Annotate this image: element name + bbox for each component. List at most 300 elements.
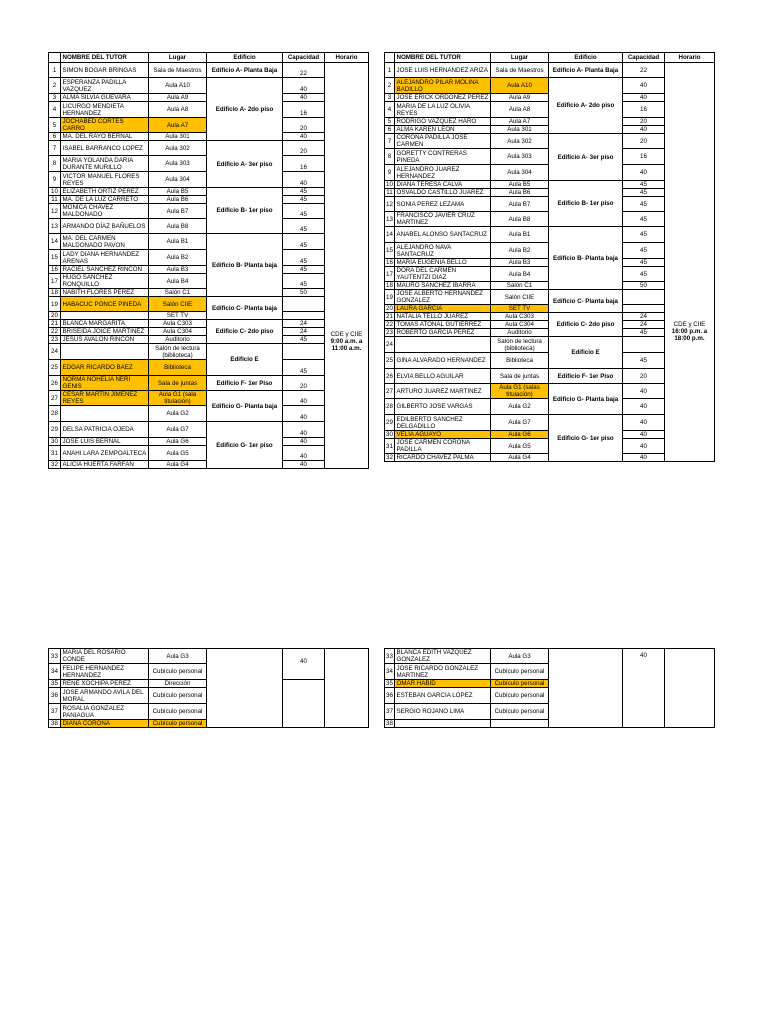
row-number: 27 bbox=[385, 384, 395, 399]
row-number: 16 bbox=[49, 266, 61, 274]
capacidad-cell bbox=[623, 305, 665, 313]
horario-cell bbox=[325, 63, 369, 469]
edificio-cell: Edificio A- Planta Baja bbox=[207, 63, 283, 78]
row-number: 24 bbox=[49, 344, 61, 360]
horario-cell-empty bbox=[325, 649, 369, 728]
tutor-table-right-body bbox=[385, 53, 715, 462]
tutor-name: GILBERTO JOSE VARGAS bbox=[395, 399, 491, 415]
horario-text: CDE y CIIE bbox=[330, 331, 363, 338]
edificio-cell: Edificio G- 1er piso bbox=[549, 415, 623, 462]
tutor-name: ELVIA BELLO AGUILAR bbox=[395, 369, 491, 384]
lugar-cell: Aula 303 bbox=[491, 149, 549, 165]
row-number: 33 bbox=[49, 649, 61, 664]
tutor-name: RICARDO CHAVEZ PALMA bbox=[395, 454, 491, 462]
capacidad-cell: 45 bbox=[283, 250, 325, 266]
lugar-cell: Aula A9 bbox=[491, 94, 549, 102]
row-number: 16 bbox=[386, 259, 393, 266]
tutor-name: MARIA YOLANDA DARIA DURANTE MURILLO bbox=[61, 156, 149, 172]
row-number: 24 bbox=[385, 337, 395, 353]
edificio-cell-empty bbox=[549, 649, 623, 728]
row-number: 30 bbox=[386, 431, 393, 438]
tutor-name bbox=[61, 406, 149, 422]
row-number: 8 bbox=[385, 149, 395, 165]
row-number: 3 bbox=[49, 94, 61, 102]
tutor-name: NABITH FLORES PEREZ bbox=[61, 289, 149, 297]
row-number: 37 bbox=[385, 704, 395, 720]
capacidad-cell bbox=[283, 344, 325, 360]
row-number: 12 bbox=[49, 204, 61, 219]
tutor-name: EDGAR RICARDO BAEZ bbox=[61, 360, 149, 376]
capacidad-cell: 20 bbox=[283, 141, 325, 156]
capacidad-cell bbox=[283, 297, 325, 312]
lugar-cell: Aula C304 bbox=[149, 328, 207, 336]
lugar-cell: Aula G4 bbox=[491, 454, 549, 462]
lugar-cell: Biblioteca bbox=[149, 360, 207, 376]
tutor-name: FELIPE HERNANDEZ HERNANDEZ bbox=[61, 664, 149, 680]
row-number: 37 bbox=[49, 704, 61, 720]
capacidad-cell: 40 bbox=[283, 649, 325, 680]
lugar-cell: Aula G6 bbox=[491, 431, 549, 439]
tutor-name: JOSE ERICK ORDOÑEZ PEREZ bbox=[395, 94, 491, 102]
row-number: 32 bbox=[386, 454, 393, 461]
capacidad-cell: 45 bbox=[623, 227, 665, 243]
tutor-name: LICURGO MENDIETA HERNANDEZ bbox=[61, 102, 149, 118]
lugar-cell: Aula G7 bbox=[149, 422, 207, 438]
capacidad-cell: 40 bbox=[623, 649, 665, 728]
row-number: 9 bbox=[385, 165, 395, 181]
tutor-name: VELIA AGUAYO bbox=[395, 431, 491, 439]
tutor-name: ALEJANDRO NAVA SANTACRUZ bbox=[395, 243, 491, 259]
tutor-name: GORETTY CONTRERAS PINEDA bbox=[395, 149, 491, 165]
tutor-name: ALEJANDRO JUAREZ HERNANDEZ bbox=[395, 165, 491, 181]
lugar-cell: Aula G1 (salas titulación) bbox=[491, 384, 549, 399]
lugar-cell: Aula 301 bbox=[491, 126, 549, 134]
tutor-name: ESPERANZA PADILLA VAZQUEZ bbox=[61, 78, 149, 94]
capacidad-cell: 40 bbox=[283, 133, 325, 141]
header-num bbox=[385, 53, 395, 63]
header-edificio: Edificio bbox=[549, 53, 623, 63]
row-number: 19 bbox=[49, 297, 61, 312]
edificio-cell: Edificio B- 1er piso bbox=[207, 188, 283, 234]
capacidad-cell: 40 bbox=[623, 399, 665, 415]
capacidad-cell: 20 bbox=[623, 118, 665, 126]
tutor-name: TOMAS ATONAL GUTIERREZ bbox=[395, 321, 491, 329]
table-row bbox=[49, 422, 369, 438]
tutor-name: DELSA PATRICIA OJEDA bbox=[61, 422, 149, 438]
tutor-name: BLANCA MARGARITA bbox=[61, 320, 149, 328]
row-number: 18 bbox=[49, 289, 61, 297]
tutor-name: JOCHABED CORTES CARRO bbox=[61, 118, 149, 133]
table-row bbox=[49, 78, 369, 94]
row-number: 25 bbox=[385, 353, 395, 369]
tutor-name: MA. DEL CARMEN MALDONADO PAVON bbox=[61, 234, 149, 250]
edificio-cell: Edificio G- Planta baja bbox=[207, 391, 283, 422]
lugar-cell: Aula C304 bbox=[491, 321, 549, 329]
row-number: 11 bbox=[49, 196, 61, 204]
capacidad-cell: 24 bbox=[283, 320, 325, 328]
capacidad-cell: 40 bbox=[283, 78, 325, 94]
lugar-cell: Auditorio bbox=[491, 329, 549, 337]
capacidad-cell: 16 bbox=[283, 156, 325, 172]
row-number: 38 bbox=[49, 720, 61, 728]
tutor-name bbox=[395, 720, 491, 728]
tutor-name: MARIA DEL ROSARIO CONDE bbox=[61, 649, 149, 664]
lugar-cell: Aula 303 bbox=[149, 156, 207, 172]
capacidad-cell: 45 bbox=[283, 234, 325, 250]
row-number: 6 bbox=[385, 126, 395, 134]
capacidad-cell: 40 bbox=[623, 78, 665, 94]
lugar-cell: Cubículo personal bbox=[491, 688, 549, 704]
tutor-name: NATALIA TELLO JUAREZ bbox=[395, 313, 491, 321]
lugar-cell: Aula G2 bbox=[491, 399, 549, 415]
lugar-cell: Aula B3 bbox=[491, 259, 549, 267]
capacidad-cell: 40 bbox=[623, 165, 665, 181]
lugar-cell bbox=[491, 720, 549, 728]
tutor-name: SIMON BOGAR BRINGAS bbox=[61, 63, 149, 78]
row-number: 7 bbox=[385, 134, 395, 149]
tutor-name: ROBERTO GARCIA PEREZ bbox=[395, 329, 491, 337]
row-number: 9 bbox=[49, 172, 61, 188]
capacidad-cell: 45 bbox=[623, 197, 665, 212]
lugar-cell: Salón C1 bbox=[149, 289, 207, 297]
table-row bbox=[49, 376, 369, 391]
row-number: 21 bbox=[49, 320, 61, 328]
capacidad-cell: 40 bbox=[623, 431, 665, 439]
capacidad-cell: 16 bbox=[623, 149, 665, 165]
lugar-cell: Aula A10 bbox=[491, 78, 549, 94]
edificio-cell: Edificio B- Planta baja bbox=[207, 234, 283, 297]
edificio-cell: Edificio C- Planta baja bbox=[207, 297, 283, 320]
tutor-name: OSVALDO CASTILLO JUAREZ bbox=[395, 189, 491, 197]
capacidad-cell bbox=[623, 337, 665, 353]
table-row bbox=[49, 141, 369, 156]
header-row bbox=[49, 53, 369, 63]
lugar-cell: Aula B1 bbox=[149, 234, 207, 250]
capacidad-cell: 24 bbox=[283, 328, 325, 336]
capacidad-cell: 40 bbox=[283, 391, 325, 406]
row-number: 30 bbox=[49, 438, 61, 446]
row-number: 1 bbox=[49, 63, 61, 78]
row-number: 34 bbox=[385, 664, 395, 680]
tutor-name: JESUS AVALON RINCON bbox=[61, 336, 149, 344]
tutor-name: HUGO SANCHEZ RONQUILLO bbox=[61, 274, 149, 289]
edificio-cell: Edificio G- 1er piso bbox=[207, 422, 283, 469]
capacidad-cell-empty bbox=[283, 680, 325, 728]
tutor-name: JOSE ARMANDO AVILA DEL MORAL bbox=[61, 688, 149, 704]
lugar-cell: Cubículo personal bbox=[491, 704, 549, 720]
tutor-name: ALICIA HUERTA FARFAN bbox=[61, 461, 149, 469]
row-number: 22 bbox=[49, 328, 61, 336]
tutor-name bbox=[61, 312, 149, 320]
header-tutor: NOMBRE DEL TUTOR bbox=[395, 53, 491, 63]
capacidad-cell bbox=[283, 312, 325, 320]
edificio-cell: Edificio A- 2do piso bbox=[207, 78, 283, 141]
capacidad-cell: 45 bbox=[283, 274, 325, 289]
row-number: 11 bbox=[386, 189, 393, 196]
tutor-name: ELIZABETH ORTIZ PEREZ bbox=[61, 188, 149, 196]
lugar-cell: Sala de juntas bbox=[491, 369, 549, 384]
lugar-cell: Aula G3 bbox=[491, 649, 549, 664]
capacidad-cell: 40 bbox=[283, 172, 325, 188]
row-number: 12 bbox=[385, 197, 395, 212]
lugar-cell: Aula B1 bbox=[491, 227, 549, 243]
tutor-name: MARIA DE LA LUZ OLIVIA REYES bbox=[395, 102, 491, 118]
capacidad-cell: 40 bbox=[623, 126, 665, 134]
capacidad-cell: 40 bbox=[623, 384, 665, 399]
lugar-cell: Aula G5 bbox=[491, 439, 549, 454]
tutor-name bbox=[61, 344, 149, 360]
lugar-cell: Aula G3 bbox=[149, 649, 207, 664]
row-number: 17 bbox=[49, 274, 61, 289]
row-number: 5 bbox=[49, 118, 61, 133]
lugar-cell: Aula A8 bbox=[491, 102, 549, 118]
lugar-cell: Aula B5 bbox=[149, 188, 207, 196]
row-number: 14 bbox=[49, 234, 61, 250]
capacidad-cell: 45 bbox=[623, 189, 665, 197]
capacidad-cell: 40 bbox=[623, 454, 665, 462]
row-number: 5 bbox=[385, 118, 395, 126]
edificio-cell: Edificio A- 2do piso bbox=[549, 78, 623, 134]
tutor-table-right bbox=[384, 52, 715, 462]
edificio-cell-empty bbox=[207, 649, 283, 728]
lugar-cell: Auditorio bbox=[149, 336, 207, 344]
row-number: 8 bbox=[49, 156, 61, 172]
lugar-cell: Aula 302 bbox=[491, 134, 549, 149]
header-horario: Horario bbox=[325, 53, 369, 63]
tutor-name: SONIA PEREZ LEZAMA bbox=[395, 197, 491, 212]
header-lugar: Lugar bbox=[149, 53, 207, 63]
tutor-name: JOSE LUIS HERNANDEZ ARIZA bbox=[395, 63, 491, 78]
capacidad-cell: 40 bbox=[623, 439, 665, 454]
table-row bbox=[49, 391, 369, 406]
tutor-name: DIANA CORONA bbox=[61, 720, 149, 728]
tutor-name: ARMANDO DÍAZ BAÑUELOS bbox=[61, 219, 149, 234]
row-number: 33 bbox=[385, 649, 395, 664]
tutor-name: CESAR MARTÍN JIMENEZ REYES bbox=[61, 391, 149, 406]
row-number: 3 bbox=[385, 94, 395, 102]
edificio-cell: Edificio B- Planta baja bbox=[549, 227, 623, 290]
tutor-name: OMAR HABID bbox=[395, 680, 491, 688]
row-number: 13 bbox=[49, 219, 61, 234]
horario-cell bbox=[665, 63, 715, 462]
row-number: 20 bbox=[49, 312, 61, 320]
lugar-cell: Aula 304 bbox=[491, 165, 549, 181]
row-number: 36 bbox=[385, 688, 395, 704]
row-number: 18 bbox=[386, 282, 393, 289]
row-number: 35 bbox=[386, 680, 393, 687]
capacidad-cell: 45 bbox=[283, 196, 325, 204]
tutor-name: ALMA SILVIA GUEVARA bbox=[61, 94, 149, 102]
edificio-cell: Edificio G- Planta baja bbox=[549, 384, 623, 415]
lugar-cell: Aula A10 bbox=[149, 78, 207, 94]
header-row bbox=[385, 53, 715, 63]
lugar-cell: Salón CIIE bbox=[491, 290, 549, 305]
horario-time-end: a.m. a 11:00 a.m. bbox=[331, 338, 363, 352]
edificio-cell: Edificio C- 2do piso bbox=[207, 320, 283, 344]
row-number: 26 bbox=[49, 376, 61, 391]
capacidad-cell: 45 bbox=[283, 360, 325, 376]
lugar-cell: Aula 302 bbox=[149, 141, 207, 156]
capacidad-cell: 45 bbox=[283, 266, 325, 274]
header-capacidad: Capacidad bbox=[623, 53, 665, 63]
lugar-cell: Sala de Maestros bbox=[491, 63, 549, 78]
table-row bbox=[49, 297, 369, 312]
capacidad-cell: 40 bbox=[623, 94, 665, 102]
tutor-table-left-2 bbox=[48, 648, 369, 728]
row-number: 21 bbox=[386, 313, 393, 320]
lugar-cell: Aula B5 bbox=[491, 181, 549, 189]
capacidad-cell: 45 bbox=[623, 329, 665, 337]
edificio-cell: Edificio A- Planta Baja bbox=[549, 63, 623, 78]
header-lugar: Lugar bbox=[491, 53, 549, 63]
lugar-cell: SET TV bbox=[149, 312, 207, 320]
row-number: 29 bbox=[49, 422, 61, 438]
tutor-name: MA. DEL RAYO BERNAL bbox=[61, 133, 149, 141]
capacidad-cell: 45 bbox=[623, 353, 665, 369]
edificio-cell: Edificio E bbox=[207, 344, 283, 376]
lugar-cell: Aula B6 bbox=[149, 196, 207, 204]
lugar-cell: Aula G2 bbox=[149, 406, 207, 422]
row-number: 36 bbox=[49, 688, 61, 704]
lugar-cell: Aula 304 bbox=[149, 172, 207, 188]
header-tutor: NOMBRE DEL TUTOR bbox=[61, 53, 149, 63]
row-number: 14 bbox=[385, 227, 395, 243]
tutor-name: BLANCA EDITH VAZQUEZ GONZALEZ bbox=[395, 649, 491, 664]
capacidad-cell: 24 bbox=[623, 321, 665, 329]
tutor-name: JOSE ALBERTO HERNANDEZ GONZALEZ bbox=[395, 290, 491, 305]
lugar-cell: Salón CIIE bbox=[149, 297, 207, 312]
edificio-cell: Edificio E bbox=[549, 337, 623, 369]
capacidad-cell: 20 bbox=[623, 134, 665, 149]
capacidad-cell: 40 bbox=[283, 94, 325, 102]
lugar-cell: Aula A7 bbox=[491, 118, 549, 126]
edificio-cell: Edificio A- 3er piso bbox=[549, 134, 623, 181]
edificio-cell: Edificio B- 1er piso bbox=[549, 181, 623, 227]
row-number: 23 bbox=[386, 329, 393, 336]
capacidad-cell: 45 bbox=[623, 243, 665, 259]
edificio-cell: Edificio C- Planta baja bbox=[549, 290, 623, 313]
lugar-cell: Aula B3 bbox=[149, 266, 207, 274]
tutor-name: MARIA EUGENIA BELLO bbox=[395, 259, 491, 267]
horario-time-start: 9:00 bbox=[330, 338, 344, 345]
tutor-name: RACIEL SANCHEZ RINCON bbox=[61, 266, 149, 274]
lugar-cell: Aula A7 bbox=[149, 118, 207, 133]
edificio-cell: Edificio A- 3er piso bbox=[207, 141, 283, 188]
table-row bbox=[49, 188, 369, 196]
table-row bbox=[49, 234, 369, 250]
tutor-name: ALEJANDRO PILAR MOLINA BADILLO bbox=[395, 78, 491, 94]
capacidad-cell: 45 bbox=[623, 181, 665, 189]
lugar-cell: Aula B8 bbox=[149, 219, 207, 234]
row-number: 19 bbox=[385, 290, 395, 305]
lugar-cell: Sala de juntas bbox=[149, 376, 207, 391]
tutor-table-left-2-body bbox=[49, 649, 369, 728]
capacidad-cell: 40 bbox=[283, 446, 325, 461]
table-row bbox=[49, 320, 369, 328]
table-row bbox=[385, 649, 715, 664]
capacidad-cell: 45 bbox=[283, 336, 325, 344]
tutor-name: MONICA CHAVEZ MALDONADO bbox=[61, 204, 149, 219]
row-number: 35 bbox=[49, 680, 61, 688]
row-number: 10 bbox=[386, 181, 393, 188]
tutor-name: JOSE LUIS BERNAL bbox=[61, 438, 149, 446]
lugar-cell: Dirección bbox=[149, 680, 207, 688]
tutor-name: ANAHI LARA ZEMPOALTECA bbox=[61, 446, 149, 461]
capacidad-cell: 50 bbox=[283, 289, 325, 297]
tutor-name: ISABEL BARRANCO LOPEZ bbox=[61, 141, 149, 156]
horario-text: CDE y CIIE bbox=[673, 321, 706, 328]
table-row bbox=[49, 344, 369, 360]
tutor-name: DIANA TERESA CALVA bbox=[395, 181, 491, 189]
tutor-name: VICTOR MANUEL FLORES REYES bbox=[61, 172, 149, 188]
horario-time: 16:00 p.m. a 18:00 p.m. bbox=[671, 328, 708, 342]
row-number: 4 bbox=[385, 102, 395, 118]
capacidad-cell: 45 bbox=[623, 267, 665, 282]
tutor-table-left-body bbox=[49, 53, 369, 469]
lugar-cell: Aula G4 bbox=[149, 461, 207, 469]
tutor-name: RENE XOCHIPA PEREZ bbox=[61, 680, 149, 688]
capacidad-cell: 40 bbox=[283, 438, 325, 446]
edificio-cell: Edificio F- 1er Piso bbox=[207, 376, 283, 391]
capacidad-cell: 20 bbox=[623, 369, 665, 384]
row-number: 34 bbox=[49, 664, 61, 680]
capacidad-cell: 40 bbox=[623, 415, 665, 431]
lugar-cell: Aula B2 bbox=[149, 250, 207, 266]
tutor-name: ANABEL ALONSO SANTACRUZ bbox=[395, 227, 491, 243]
lugar-cell: Aula A9 bbox=[149, 94, 207, 102]
lugar-cell: Aula C303 bbox=[491, 313, 549, 321]
tutor-name: BRISEIDA JOICE MARTINEZ bbox=[61, 328, 149, 336]
tutor-name: ALMA KAREN LEON bbox=[395, 126, 491, 134]
capacidad-cell: 50 bbox=[623, 282, 665, 290]
row-number: 20 bbox=[386, 305, 393, 312]
capacidad-cell: 16 bbox=[283, 102, 325, 118]
capacidad-cell: 20 bbox=[283, 376, 325, 391]
lugar-cell: Salón de lectura (biblioteca) bbox=[149, 344, 207, 360]
capacidad-cell: 20 bbox=[283, 118, 325, 133]
lugar-cell: Cubículo personal bbox=[491, 664, 549, 680]
row-number: 15 bbox=[49, 250, 61, 266]
capacidad-cell: 16 bbox=[623, 102, 665, 118]
lugar-cell: Cubículo personal bbox=[149, 720, 207, 728]
row-number: 2 bbox=[49, 78, 61, 94]
tutor-name: NORMA NOHELIA NERI GENIS bbox=[61, 376, 149, 391]
table-row bbox=[49, 649, 369, 664]
tutor-name bbox=[395, 337, 491, 353]
lugar-cell: Sala de Maestros bbox=[149, 63, 207, 78]
lugar-cell: Cubículo personal bbox=[149, 664, 207, 680]
tutor-name: LADY DIANA HERNANDEZ ARENAS bbox=[61, 250, 149, 266]
tutor-table-right-2-body bbox=[385, 649, 715, 728]
capacidad-cell bbox=[623, 290, 665, 305]
lugar-cell: Salón de lectura (biblioteca) bbox=[491, 337, 549, 353]
tutor-table-left bbox=[48, 52, 369, 469]
lugar-cell: Biblioteca bbox=[491, 353, 549, 369]
lugar-cell: Aula G1 (sala titulación) bbox=[149, 391, 207, 406]
lugar-cell: Aula B7 bbox=[491, 197, 549, 212]
lugar-cell: Aula G6 bbox=[149, 438, 207, 446]
lugar-cell: SET TV bbox=[491, 305, 549, 313]
row-number: 28 bbox=[49, 406, 61, 422]
capacidad-cell: 45 bbox=[283, 204, 325, 219]
tutor-name: MA. DE LA LUZ CARRETO bbox=[61, 196, 149, 204]
edificio-cell: Edificio C- 2do piso bbox=[549, 313, 623, 337]
tutor-name: RODRIGO VAZQUEZ HARO bbox=[395, 118, 491, 126]
header-horario: Horario bbox=[665, 53, 715, 63]
row-number: 26 bbox=[385, 369, 395, 384]
lugar-cell: Aula A8 bbox=[149, 102, 207, 118]
row-number: 2 bbox=[385, 78, 395, 94]
